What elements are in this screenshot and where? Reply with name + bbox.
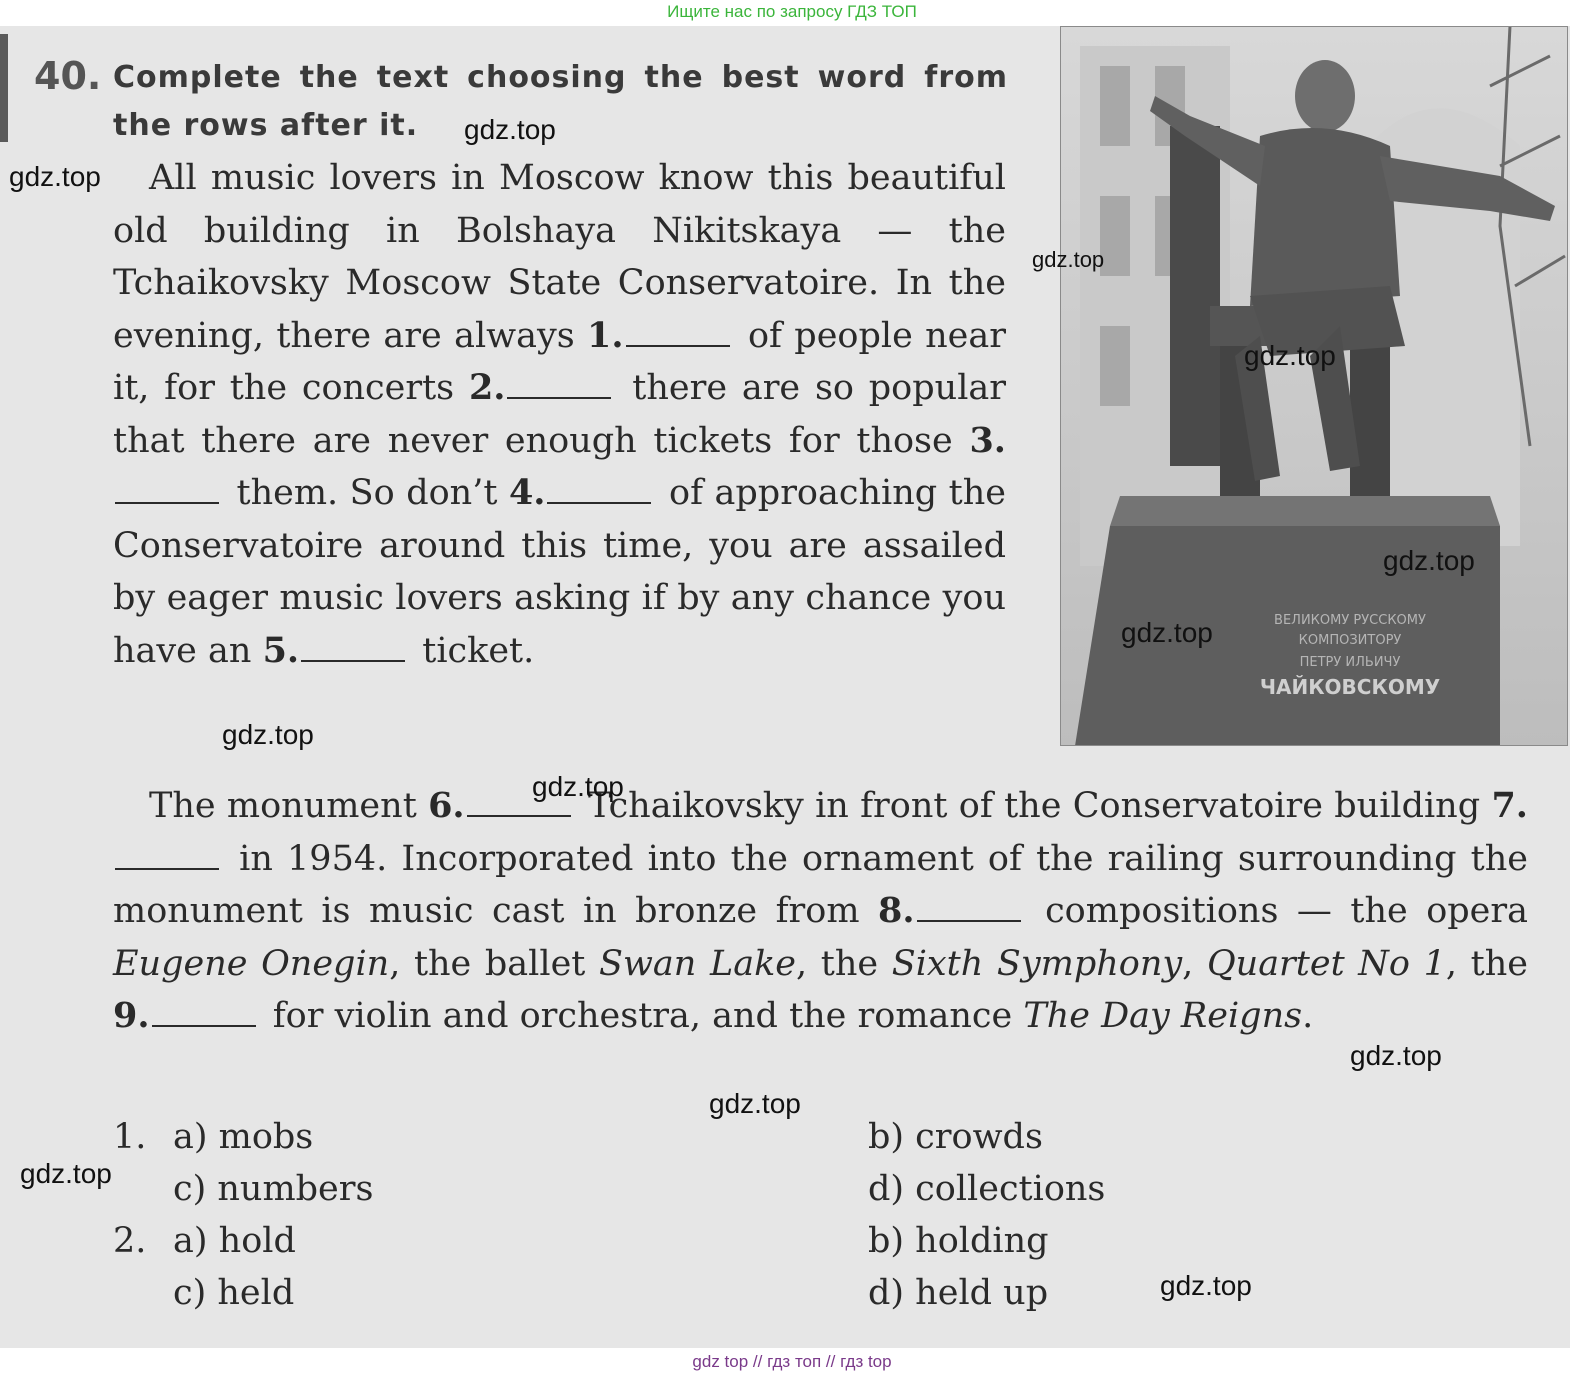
text-segment: Tchaikovsky in front of the Conservatoire building <box>587 786 1481 826</box>
watermark-label: gdz.top <box>9 161 101 192</box>
gap-number-1: 1. <box>587 314 624 356</box>
option-number: 2. <box>113 1221 147 1261</box>
text-segment: , <box>1182 943 1194 984</box>
watermark-label: gdz.top <box>1121 617 1213 648</box>
gap-number-7: 7. <box>1491 785 1528 826</box>
inscription-line: ЧАЙКОВСКОМУ <box>1259 675 1441 699</box>
gap-9 <box>152 1019 256 1027</box>
text-segment: them. So don’t <box>236 473 498 513</box>
text-segment: . <box>1302 996 1314 1036</box>
option-row <box>113 1215 1213 1267</box>
text-segment: , the <box>796 943 879 984</box>
text-segment: , the ballet <box>389 943 586 984</box>
gap-7 <box>115 862 219 870</box>
option-b: b) holding <box>868 1221 1049 1261</box>
watermark-label: gdz.top <box>20 1158 112 1189</box>
text-segment: for violin and orchestra, and the romance <box>272 996 1013 1036</box>
watermark-label: gdz.top <box>1383 545 1475 576</box>
title-quartet: Quartet No 1 <box>1206 943 1446 984</box>
text-segment: , the <box>1445 943 1528 984</box>
inscription-line: ПЕТРУ ИЛЬИЧУ <box>1299 655 1401 670</box>
option-d: d) collections <box>868 1169 1106 1209</box>
watermark-label: gdz.top <box>709 1088 801 1119</box>
gap-number-9: 9. <box>113 995 150 1036</box>
gap-2 <box>507 391 611 399</box>
watermark-label: gdz.top <box>222 719 314 750</box>
inscription-line: КОМПОЗИТОРУ <box>1298 633 1402 648</box>
gap-number-2: 2. <box>468 367 506 408</box>
text-segment: there are so popular that there are never enough tickets for those <box>113 368 1006 461</box>
text-segment: of approaching the Conservatoire around this time, you are assailed by eager music lovers asking if by any chance you have an <box>113 473 1006 671</box>
footer-banner[interactable]: gdz top // гдз топ // гдз top <box>692 1352 892 1371</box>
gap-number-3: 3. <box>969 419 1006 461</box>
watermark-label: gdz.top <box>1350 1040 1442 1071</box>
gap-number-6: 6. <box>428 785 465 826</box>
exercise-instruction: Complete the text choosing the best word from the rows after it. <box>113 60 1008 143</box>
watermark-label: gdz.top <box>464 114 556 145</box>
gap-5 <box>301 654 405 662</box>
gap-number-4: 4. <box>508 472 546 513</box>
gap-4 <box>547 496 651 504</box>
title-swan-lake: Swan Lake <box>598 943 796 984</box>
answer-options <box>113 1111 1213 1319</box>
text-segment: compositions — the opera <box>1045 891 1528 931</box>
watermark-label: gdz.top <box>1244 340 1336 371</box>
paragraph-2 <box>113 780 1528 1043</box>
option-row <box>113 1163 1213 1215</box>
text-segment: ticket. <box>422 630 535 671</box>
option-row <box>113 1267 1213 1319</box>
gap-8 <box>917 914 1021 922</box>
gap-number-5: 5. <box>262 629 300 671</box>
gap-number-8: 8. <box>878 890 915 931</box>
text-segment: All music lovers in Moscow know this beautiful old building in Bolshaya Nikitskaya — the Tchaikovsky Moscow State Conservatoire. In the evening, there are always <box>113 158 1006 356</box>
gap-1 <box>626 339 730 347</box>
exercise-number: 40. <box>34 54 102 98</box>
option-number: 1. <box>113 1117 147 1157</box>
text-segment: The monument <box>149 786 417 826</box>
option-d: d) held up <box>868 1273 1049 1313</box>
gap-3 <box>115 496 219 504</box>
textbook-page <box>0 26 1570 1348</box>
watermark-label: gdz.top <box>1160 1270 1252 1301</box>
watermark-label: gdz.top <box>532 771 624 802</box>
paragraph-1 <box>113 152 1006 677</box>
title-eugene-onegin: Eugene Onegin <box>113 943 390 984</box>
option-b: b) crowds <box>868 1117 1043 1157</box>
option-row <box>113 1111 1213 1163</box>
title-sixth-symphony: Sixth Symphony <box>891 943 1183 984</box>
text-segment: in 1954. Incorporated into the ornament of the railing surrounding the monument is music cast in bronze from <box>113 838 1528 931</box>
option-a: a) mobs <box>173 1117 314 1157</box>
text-segment: of people near it, for the concerts <box>113 315 1006 408</box>
header-banner[interactable]: Ищите нас по запросу ГДЗ ТОП <box>667 2 917 21</box>
page-edge-bar <box>0 34 8 142</box>
inscription-line: ВЕЛИКОМУ РУССКОМУ <box>1274 613 1426 628</box>
gap-6 <box>467 809 571 817</box>
option-a: a) hold <box>173 1221 296 1261</box>
option-c: c) numbers <box>173 1169 374 1209</box>
watermark-label: gdz.top <box>1032 247 1105 272</box>
title-day-reigns: The Day Reigns <box>1023 996 1303 1036</box>
option-c: c) held <box>173 1273 295 1313</box>
